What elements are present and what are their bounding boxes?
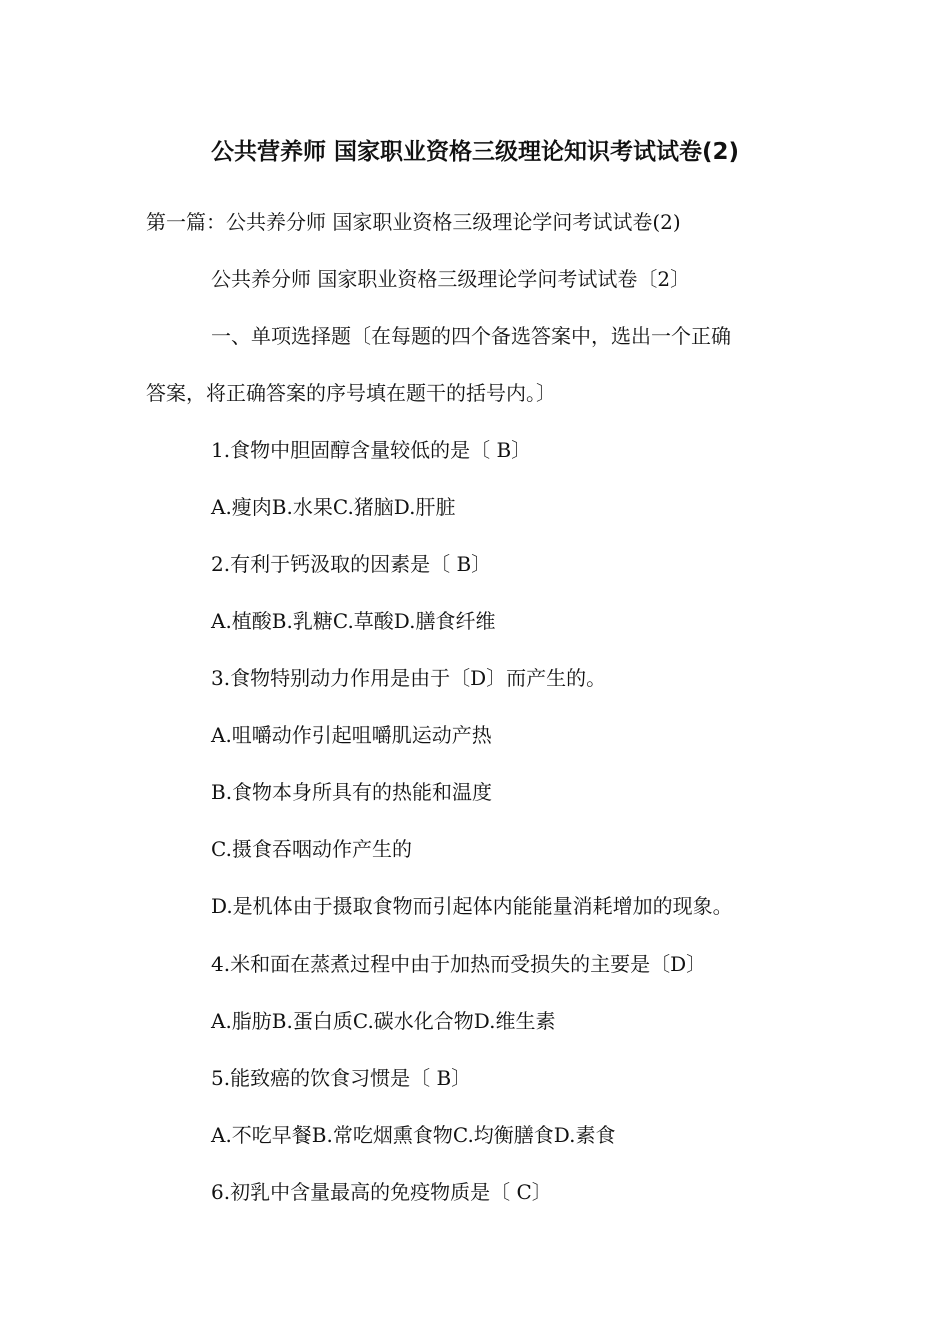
- question-3-option-b: B.食物本身所具有的热能和温度: [211, 780, 493, 804]
- instructions-line-2: 答案，将正确答案的序号填在题干的括号内。〕: [146, 381, 556, 405]
- question-1-options: A.瘦肉B.水果C.猪脑D.肝脏: [211, 495, 456, 519]
- question-3: 3.食物特别动力作用是由于〔D〕而产生的。: [211, 666, 607, 690]
- section-heading: 第一篇：公共养分师 国家职业资格三级理论学问考试试卷(2): [146, 210, 681, 234]
- subtitle-line: 公共养分师 国家职业资格三级理论学问考试试卷〔2〕: [211, 267, 691, 291]
- question-2: 2.有利于钙汲取的因素是〔 B〕: [211, 552, 492, 576]
- question-3-option-a: A.咀嚼动作引起咀嚼肌运动产热: [211, 723, 492, 747]
- question-3-option-c: C.摄食吞咽动作产生的: [211, 837, 412, 861]
- instructions-line-1: 一、单项选择题〔在每题的四个备选答案中，选出一个正确: [211, 324, 731, 348]
- question-5: 5.能致癌的饮食习惯是〔 B〕: [211, 1066, 472, 1090]
- question-6: 6.初乳中含量最高的免疫物质是〔 C〕: [211, 1180, 552, 1204]
- question-1: 1.食物中胆固醇含量较低的是〔 B〕: [211, 438, 532, 462]
- question-5-options: A.不吃早餐B.常吃烟熏食物C.均衡膳食D.素食: [211, 1123, 616, 1147]
- question-3-option-d: D.是机体由于摄取食物而引起体内能能量消耗增加的现象。: [211, 894, 733, 918]
- question-4: 4.米和面在蒸煮过程中由于加热而受损失的主要是〔D〕: [211, 952, 707, 976]
- document-title: 公共营养师 国家职业资格三级理论知识考试试卷(2): [210, 139, 740, 165]
- question-2-options: A.植酸B.乳糖C.草酸D.膳食纤维: [211, 609, 496, 633]
- question-4-options: A.脂肪B.蛋白质C.碳水化合物D.维生素: [211, 1009, 556, 1033]
